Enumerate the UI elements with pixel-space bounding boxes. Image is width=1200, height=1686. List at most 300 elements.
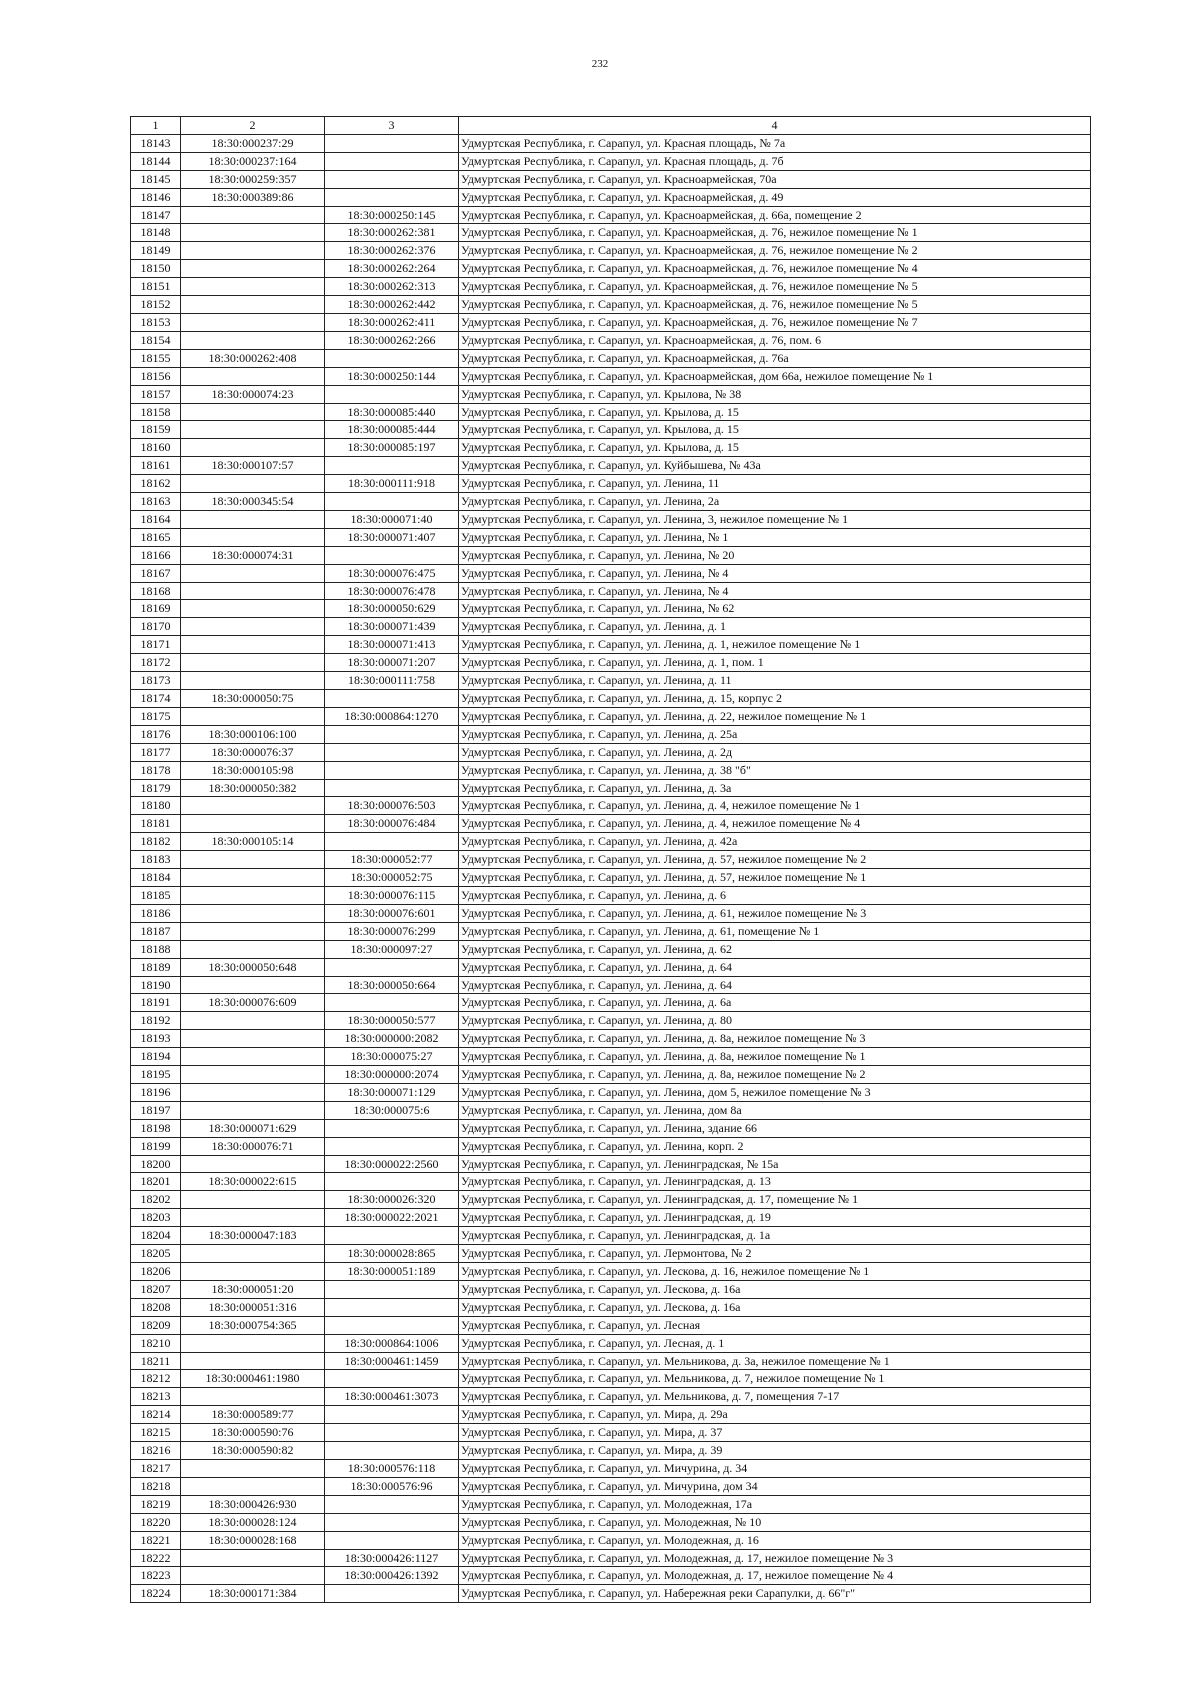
parcel-number-cell: 18:30:000076:37: [181, 743, 325, 761]
address-cell: Удмуртская Республика, г. Сарапул, ул. Лескова, д. 16а: [459, 1280, 1091, 1298]
table-row: [131, 1388, 1091, 1406]
premises-number-cell: 18:30:000071:407: [325, 528, 459, 546]
row-number-cell: 18220: [131, 1513, 181, 1531]
table-row: [131, 1424, 1091, 1442]
row-number-cell: 18196: [131, 1083, 181, 1101]
premises-number-cell: 18:30:000000:2074: [325, 1066, 459, 1084]
table-row: [131, 457, 1091, 475]
table-row: [131, 1155, 1091, 1173]
table-row: [131, 1406, 1091, 1424]
row-number-cell: 18199: [131, 1137, 181, 1155]
address-cell: Удмуртская Республика, г. Сарапул, ул. Ленина, д. 6: [459, 886, 1091, 904]
parcel-number-cell: [181, 618, 325, 636]
address-cell: Удмуртская Республика, г. Сарапул, ул. Лермонтова, № 2: [459, 1245, 1091, 1263]
address-cell: Удмуртская Республика, г. Сарапул, ул. Ленина, д. 64: [459, 958, 1091, 976]
table-row: [131, 349, 1091, 367]
table-row: [131, 439, 1091, 457]
premises-number-cell: 18:30:000864:1270: [325, 707, 459, 725]
row-number-cell: 18205: [131, 1245, 181, 1263]
premises-number-cell: 18:30:000022:2560: [325, 1155, 459, 1173]
parcel-number-cell: 18:30:000590:82: [181, 1442, 325, 1460]
parcel-number-cell: [181, 904, 325, 922]
address-cell: Удмуртская Республика, г. Сарапул, ул. Ленина, здание 66: [459, 1119, 1091, 1137]
row-number-cell: 18152: [131, 296, 181, 314]
table-row: [131, 188, 1091, 206]
table-row: [131, 1209, 1091, 1227]
address-cell: Удмуртская Республика, г. Сарапул, ул. Ленинградская, № 15а: [459, 1155, 1091, 1173]
parcel-number-cell: [181, 1048, 325, 1066]
table-row: [131, 1459, 1091, 1477]
parcel-number-cell: 18:30:000389:86: [181, 188, 325, 206]
table-row: [131, 1298, 1091, 1316]
table-row: [131, 278, 1091, 296]
row-number-cell: 18164: [131, 510, 181, 528]
parcel-number-cell: [181, 421, 325, 439]
table-row: [131, 707, 1091, 725]
table-row: [131, 1066, 1091, 1084]
table-row: [131, 1173, 1091, 1191]
table-header-row: [131, 117, 1091, 135]
parcel-number-cell: 18:30:000461:1980: [181, 1370, 325, 1388]
address-cell: Удмуртская Республика, г. Сарапул, ул. Ленина, д. 8а, нежилое помещение № 1: [459, 1048, 1091, 1066]
premises-number-cell: [325, 1442, 459, 1460]
address-cell: Удмуртская Республика, г. Сарапул, ул. Ленина, д. 61, помещение № 1: [459, 922, 1091, 940]
address-cell: Удмуртская Республика, г. Сарапул, ул. Красная площадь, д. 7б: [459, 152, 1091, 170]
table-row: [131, 725, 1091, 743]
row-number-cell: 18171: [131, 636, 181, 654]
table-row: [131, 1549, 1091, 1567]
row-number-cell: 18213: [131, 1388, 181, 1406]
parcel-number-cell: 18:30:000106:100: [181, 725, 325, 743]
table-row: [131, 493, 1091, 511]
row-number-cell: 18207: [131, 1280, 181, 1298]
row-number-cell: 18177: [131, 743, 181, 761]
premises-number-cell: 18:30:000461:3073: [325, 1388, 459, 1406]
address-cell: Удмуртская Республика, г. Сарапул, ул. Лескова, д. 16, нежилое помещение № 1: [459, 1263, 1091, 1281]
address-cell: Удмуртская Республика, г. Сарапул, ул. Ленина, № 62: [459, 600, 1091, 618]
row-number-cell: 18217: [131, 1459, 181, 1477]
address-cell: Удмуртская Республика, г. Сарапул, ул. Ленина, 2а: [459, 493, 1091, 511]
parcel-number-cell: [181, 1030, 325, 1048]
parcel-number-cell: 18:30:000071:629: [181, 1119, 325, 1137]
table-row: [131, 1263, 1091, 1281]
premises-number-cell: 18:30:000050:664: [325, 976, 459, 994]
address-cell: Удмуртская Республика, г. Сарапул, ул. Ленина, д. 1, нежилое помещение № 1: [459, 636, 1091, 654]
row-number-cell: 18194: [131, 1048, 181, 1066]
row-number-cell: 18201: [131, 1173, 181, 1191]
premises-number-cell: 18:30:000085:197: [325, 439, 459, 457]
parcel-number-cell: 18:30:000074:23: [181, 385, 325, 403]
column-header-1: 1: [131, 117, 181, 135]
address-cell: Удмуртская Республика, г. Сарапул, ул. Ленина, д. 80: [459, 1012, 1091, 1030]
address-cell: Удмуртская Республика, г. Сарапул, ул. Молодежная, д. 16: [459, 1531, 1091, 1549]
address-cell: Удмуртская Республика, г. Сарапул, ул. Мельникова, д. 7, помещения 7-17: [459, 1388, 1091, 1406]
address-cell: Удмуртская Республика, г. Сарапул, ул. Ленина, д. 15, корпус 2: [459, 690, 1091, 708]
premises-number-cell: [325, 1119, 459, 1137]
parcel-number-cell: [181, 636, 325, 654]
table-row: [131, 260, 1091, 278]
premises-number-cell: 18:30:000076:475: [325, 564, 459, 582]
address-cell: Удмуртская Республика, г. Сарапул, ул. Ленина, д. 22, нежилое помещение № 1: [459, 707, 1091, 725]
premises-number-cell: 18:30:000262:266: [325, 331, 459, 349]
table-row: [131, 475, 1091, 493]
address-cell: Удмуртская Республика, г. Сарапул, ул. Мельникова, д. 3а, нежилое помещение № 1: [459, 1352, 1091, 1370]
premises-number-cell: 18:30:000028:865: [325, 1245, 459, 1263]
address-cell: Удмуртская Республика, г. Сарапул, ул. Крылова, д. 15: [459, 403, 1091, 421]
address-cell: Удмуртская Республика, г. Сарапул, ул. Ленина, 11: [459, 475, 1091, 493]
row-number-cell: 18188: [131, 940, 181, 958]
row-number-cell: 18173: [131, 672, 181, 690]
address-cell: Удмуртская Республика, г. Сарапул, ул. Мичурина, д. 34: [459, 1459, 1091, 1477]
row-number-cell: 18169: [131, 600, 181, 618]
row-number-cell: 18176: [131, 725, 181, 743]
table-row: [131, 904, 1091, 922]
table-row: [131, 1119, 1091, 1137]
premises-number-cell: [325, 1316, 459, 1334]
parcel-number-cell: 18:30:000076:71: [181, 1137, 325, 1155]
address-cell: Удмуртская Республика, г. Сарапул, ул. Ленина, № 4: [459, 564, 1091, 582]
premises-number-cell: [325, 385, 459, 403]
parcel-number-cell: [181, 1245, 325, 1263]
address-cell: Удмуртская Республика, г. Сарапул, ул. Ленина, д. 64: [459, 976, 1091, 994]
table-row: [131, 296, 1091, 314]
parcel-number-cell: [181, 976, 325, 994]
address-cell: Удмуртская Республика, г. Сарапул, ул. Ленина, д. 8а, нежилое помещение № 2: [459, 1066, 1091, 1084]
premises-number-cell: 18:30:000076:115: [325, 886, 459, 904]
address-cell: Удмуртская Республика, г. Сарапул, ул. Ленина, д. 1: [459, 618, 1091, 636]
premises-number-cell: 18:30:000426:1127: [325, 1549, 459, 1567]
premises-number-cell: 18:30:000076:601: [325, 904, 459, 922]
address-cell: Удмуртская Республика, г. Сарапул, ул. Красноармейская, д. 76, нежилое помещение № 1: [459, 224, 1091, 242]
parcel-number-cell: 18:30:000051:20: [181, 1280, 325, 1298]
premises-number-cell: 18:30:000071:413: [325, 636, 459, 654]
parcel-number-cell: [181, 1209, 325, 1227]
parcel-number-cell: [181, 206, 325, 224]
table-row: [131, 134, 1091, 152]
address-cell: Удмуртская Республика, г. Сарапул, ул. Крылова, д. 15: [459, 439, 1091, 457]
address-cell: Удмуртская Республика, г. Сарапул, ул. Ленина, № 4: [459, 582, 1091, 600]
address-cell: Удмуртская Республика, г. Сарапул, ул. Ленина, д. 1, пом. 1: [459, 654, 1091, 672]
premises-number-cell: [325, 1585, 459, 1603]
row-number-cell: 18174: [131, 690, 181, 708]
row-number-cell: 18192: [131, 1012, 181, 1030]
address-cell: Удмуртская Республика, г. Сарапул, ул. Ленина, № 1: [459, 528, 1091, 546]
row-number-cell: 18184: [131, 869, 181, 887]
address-cell: Удмуртская Республика, г. Сарапул, ул. Красноармейская, дом 66а, нежилое помещение № 1: [459, 367, 1091, 385]
parcel-number-cell: 18:30:000590:76: [181, 1424, 325, 1442]
parcel-number-cell: 18:30:000050:648: [181, 958, 325, 976]
parcel-number-cell: 18:30:000105:98: [181, 761, 325, 779]
address-cell: Удмуртская Республика, г. Сарапул, ул. Лесная: [459, 1316, 1091, 1334]
address-cell: Удмуртская Республика, г. Сарапул, ул. Мира, д. 39: [459, 1442, 1091, 1460]
parcel-number-cell: [181, 940, 325, 958]
parcel-number-cell: [181, 1567, 325, 1585]
premises-number-cell: 18:30:000050:629: [325, 600, 459, 618]
row-number-cell: 18160: [131, 439, 181, 457]
table-row: [131, 242, 1091, 260]
registry-table: [130, 116, 1091, 1603]
premises-number-cell: 18:30:000071:439: [325, 618, 459, 636]
address-cell: Удмуртская Республика, г. Сарапул, ул. Красноармейская, д. 76, нежилое помещение № 2: [459, 242, 1091, 260]
row-number-cell: 18224: [131, 1585, 181, 1603]
address-cell: Удмуртская Республика, г. Сарапул, ул. Мичурина, дом 34: [459, 1477, 1091, 1495]
premises-number-cell: [325, 1370, 459, 1388]
row-number-cell: 18214: [131, 1406, 181, 1424]
address-cell: Удмуртская Республика, г. Сарапул, ул. Набережная реки Сарапулки, д. 66"г": [459, 1585, 1091, 1603]
row-number-cell: 18190: [131, 976, 181, 994]
parcel-number-cell: [181, 1066, 325, 1084]
row-number-cell: 18156: [131, 367, 181, 385]
premises-number-cell: [325, 1173, 459, 1191]
premises-number-cell: [325, 1531, 459, 1549]
row-number-cell: 18157: [131, 385, 181, 403]
row-number-cell: 18148: [131, 224, 181, 242]
row-number-cell: 18159: [131, 421, 181, 439]
table-row: [131, 886, 1091, 904]
table-row: [131, 618, 1091, 636]
premises-number-cell: 18:30:000262:381: [325, 224, 459, 242]
row-number-cell: 18200: [131, 1155, 181, 1173]
premises-number-cell: 18:30:000076:478: [325, 582, 459, 600]
row-number-cell: 18143: [131, 134, 181, 152]
table-row: [131, 1012, 1091, 1030]
premises-number-cell: 18:30:000262:264: [325, 260, 459, 278]
table-row: [131, 1442, 1091, 1460]
row-number-cell: 18203: [131, 1209, 181, 1227]
row-number-cell: 18215: [131, 1424, 181, 1442]
premises-number-cell: [325, 1227, 459, 1245]
parcel-number-cell: [181, 707, 325, 725]
row-number-cell: 18154: [131, 331, 181, 349]
row-number-cell: 18195: [131, 1066, 181, 1084]
row-number-cell: 18161: [131, 457, 181, 475]
parcel-number-cell: [181, 1388, 325, 1406]
table-row: [131, 761, 1091, 779]
parcel-number-cell: 18:30:000028:168: [181, 1531, 325, 1549]
premises-number-cell: [325, 134, 459, 152]
parcel-number-cell: [181, 367, 325, 385]
premises-number-cell: 18:30:000250:145: [325, 206, 459, 224]
table-row: [131, 869, 1091, 887]
premises-number-cell: [325, 743, 459, 761]
parcel-number-cell: [181, 1263, 325, 1281]
address-cell: Удмуртская Республика, г. Сарапул, ул. Ленина, дом 8а: [459, 1101, 1091, 1119]
parcel-number-cell: [181, 528, 325, 546]
column-header-3: 3: [325, 117, 459, 135]
premises-number-cell: 18:30:000426:1392: [325, 1567, 459, 1585]
row-number-cell: 18167: [131, 564, 181, 582]
table-row: [131, 1191, 1091, 1209]
address-cell: Удмуртская Республика, г. Сарапул, ул. Ленина, д. 8а, нежилое помещение № 3: [459, 1030, 1091, 1048]
address-cell: Удмуртская Республика, г. Сарапул, ул. Молодежная, д. 17, нежилое помещение № 3: [459, 1549, 1091, 1567]
premises-number-cell: 18:30:000262:376: [325, 242, 459, 260]
table-row: [131, 564, 1091, 582]
table-row: [131, 528, 1091, 546]
row-number-cell: 18181: [131, 815, 181, 833]
row-number-cell: 18186: [131, 904, 181, 922]
premises-number-cell: [325, 958, 459, 976]
row-number-cell: 18189: [131, 958, 181, 976]
table-row: [131, 1513, 1091, 1531]
parcel-number-cell: [181, 278, 325, 296]
parcel-number-cell: [181, 1352, 325, 1370]
table-row: [131, 654, 1091, 672]
parcel-number-cell: [181, 475, 325, 493]
premises-number-cell: 18:30:000071:40: [325, 510, 459, 528]
row-number-cell: 18166: [131, 546, 181, 564]
parcel-number-cell: [181, 815, 325, 833]
row-number-cell: 18208: [131, 1298, 181, 1316]
parcel-number-cell: 18:30:000074:31: [181, 546, 325, 564]
row-number-cell: 18147: [131, 206, 181, 224]
address-cell: Удмуртская Республика, г. Сарапул, ул. Красноармейская, д. 76, нежилое помещение № 4: [459, 260, 1091, 278]
table-row: [131, 1334, 1091, 1352]
premises-number-cell: 18:30:000097:27: [325, 940, 459, 958]
address-cell: Удмуртская Республика, г. Сарапул, ул. Красная площадь, № 7а: [459, 134, 1091, 152]
address-cell: Удмуртская Республика, г. Сарапул, ул. Ленина, д. 62: [459, 940, 1091, 958]
parcel-number-cell: [181, 439, 325, 457]
table-row: [131, 1137, 1091, 1155]
table-row: [131, 958, 1091, 976]
row-number-cell: 18170: [131, 618, 181, 636]
premises-number-cell: 18:30:000075:27: [325, 1048, 459, 1066]
table-row: [131, 851, 1091, 869]
row-number-cell: 18183: [131, 851, 181, 869]
address-cell: Удмуртская Республика, г. Сарапул, ул. Красноармейская, д. 76а: [459, 349, 1091, 367]
premises-number-cell: [325, 1298, 459, 1316]
row-number-cell: 18178: [131, 761, 181, 779]
row-number-cell: 18218: [131, 1477, 181, 1495]
table-row: [131, 1280, 1091, 1298]
premises-number-cell: [325, 1406, 459, 1424]
address-cell: Удмуртская Республика, г. Сарапул, ул. Красноармейская, д. 66а, помещение 2: [459, 206, 1091, 224]
table-row: [131, 224, 1091, 242]
premises-number-cell: [325, 493, 459, 511]
premises-number-cell: [325, 833, 459, 851]
row-number-cell: 18179: [131, 779, 181, 797]
table-row: [131, 170, 1091, 188]
parcel-number-cell: [181, 510, 325, 528]
table-row: [131, 1316, 1091, 1334]
parcel-number-cell: 18:30:000259:357: [181, 170, 325, 188]
address-cell: Удмуртская Республика, г. Сарапул, ул. Ленина, № 20: [459, 546, 1091, 564]
premises-number-cell: 18:30:000262:411: [325, 313, 459, 331]
row-number-cell: 18150: [131, 260, 181, 278]
premises-number-cell: 18:30:000051:189: [325, 1263, 459, 1281]
premises-number-cell: [325, 349, 459, 367]
table-row: [131, 206, 1091, 224]
premises-number-cell: [325, 994, 459, 1012]
premises-number-cell: 18:30:000071:207: [325, 654, 459, 672]
row-number-cell: 18209: [131, 1316, 181, 1334]
table-row: [131, 1531, 1091, 1549]
table-row: [131, 1370, 1091, 1388]
row-number-cell: 18202: [131, 1191, 181, 1209]
address-cell: Удмуртская Республика, г. Сарапул, ул. Красноармейская, д. 76, пом. 6: [459, 331, 1091, 349]
table-row: [131, 1585, 1091, 1603]
address-cell: Удмуртская Республика, г. Сарапул, ул. Лескова, д. 16а: [459, 1298, 1091, 1316]
row-number-cell: 18187: [131, 922, 181, 940]
premises-number-cell: 18:30:000085:440: [325, 403, 459, 421]
premises-number-cell: 18:30:000576:96: [325, 1477, 459, 1495]
premises-number-cell: 18:30:000071:129: [325, 1083, 459, 1101]
table-row: [131, 690, 1091, 708]
parcel-number-cell: [181, 224, 325, 242]
parcel-number-cell: [181, 600, 325, 618]
premises-number-cell: [325, 725, 459, 743]
parcel-number-cell: [181, 886, 325, 904]
page-number: 232: [591, 58, 609, 70]
parcel-number-cell: 18:30:000171:384: [181, 1585, 325, 1603]
row-number-cell: 18153: [131, 313, 181, 331]
address-cell: Удмуртская Республика, г. Сарапул, ул. Ленина, д. 42а: [459, 833, 1091, 851]
address-cell: Удмуртская Республика, г. Сарапул, ул. Красноармейская, д. 76, нежилое помещение № 7: [459, 313, 1091, 331]
table-row: [131, 922, 1091, 940]
row-number-cell: 18185: [131, 886, 181, 904]
table-row: [131, 510, 1091, 528]
parcel-number-cell: [181, 1012, 325, 1030]
parcel-number-cell: [181, 1459, 325, 1477]
address-cell: Удмуртская Республика, г. Сарапул, ул. Ленина, д. 3а: [459, 779, 1091, 797]
parcel-number-cell: 18:30:000022:615: [181, 1173, 325, 1191]
row-number-cell: 18172: [131, 654, 181, 672]
premises-number-cell: 18:30:000076:299: [325, 922, 459, 940]
table-row: [131, 636, 1091, 654]
address-cell: Удмуртская Республика, г. Сарапул, ул. Красноармейская, д. 76, нежилое помещение № 5: [459, 278, 1091, 296]
address-cell: Удмуртская Республика, г. Сарапул, ул. Ленина, д. 2д: [459, 743, 1091, 761]
parcel-number-cell: 18:30:000047:183: [181, 1227, 325, 1245]
table-row: [131, 815, 1091, 833]
address-cell: Удмуртская Республика, г. Сарапул, ул. Ленина, д. 61, нежилое помещение № 3: [459, 904, 1091, 922]
table-row: [131, 421, 1091, 439]
premises-number-cell: 18:30:000111:918: [325, 475, 459, 493]
row-number-cell: 18198: [131, 1119, 181, 1137]
table-row: [131, 976, 1091, 994]
parcel-number-cell: [181, 403, 325, 421]
premises-number-cell: [325, 690, 459, 708]
address-cell: Удмуртская Республика, г. Сарапул, ул. Ленина, д. 38 "б": [459, 761, 1091, 779]
parcel-number-cell: [181, 672, 325, 690]
premises-number-cell: [325, 457, 459, 475]
premises-number-cell: 18:30:000576:118: [325, 1459, 459, 1477]
row-number-cell: 18210: [131, 1334, 181, 1352]
premises-number-cell: 18:30:000050:577: [325, 1012, 459, 1030]
premises-number-cell: [325, 1513, 459, 1531]
address-cell: Удмуртская Республика, г. Сарапул, ул. Мира, д. 37: [459, 1424, 1091, 1442]
table-row: [131, 994, 1091, 1012]
table-body: [131, 134, 1091, 1602]
address-cell: Удмуртская Республика, г. Сарапул, ул. Ленина, д. 57, нежилое помещение № 2: [459, 851, 1091, 869]
row-number-cell: 18155: [131, 349, 181, 367]
row-number-cell: 18191: [131, 994, 181, 1012]
row-number-cell: 18206: [131, 1263, 181, 1281]
row-number-cell: 18216: [131, 1442, 181, 1460]
row-number-cell: 18193: [131, 1030, 181, 1048]
parcel-number-cell: [181, 1334, 325, 1352]
premises-number-cell: 18:30:000052:75: [325, 869, 459, 887]
address-cell: Удмуртская Республика, г. Сарапул, ул. Ленина, 3, нежилое помещение № 1: [459, 510, 1091, 528]
address-cell: Удмуртская Республика, г. Сарапул, ул. Крылова, № 38: [459, 385, 1091, 403]
table-row: [131, 385, 1091, 403]
premises-number-cell: 18:30:000111:758: [325, 672, 459, 690]
address-cell: Удмуртская Республика, г. Сарапул, ул. Молодежная, 17а: [459, 1495, 1091, 1513]
address-cell: Удмуртская Республика, г. Сарапул, ул. Ленина, корп. 2: [459, 1137, 1091, 1155]
premises-number-cell: 18:30:000250:144: [325, 367, 459, 385]
premises-number-cell: [325, 188, 459, 206]
table-row: [131, 672, 1091, 690]
row-number-cell: 18149: [131, 242, 181, 260]
parcel-number-cell: [181, 654, 325, 672]
